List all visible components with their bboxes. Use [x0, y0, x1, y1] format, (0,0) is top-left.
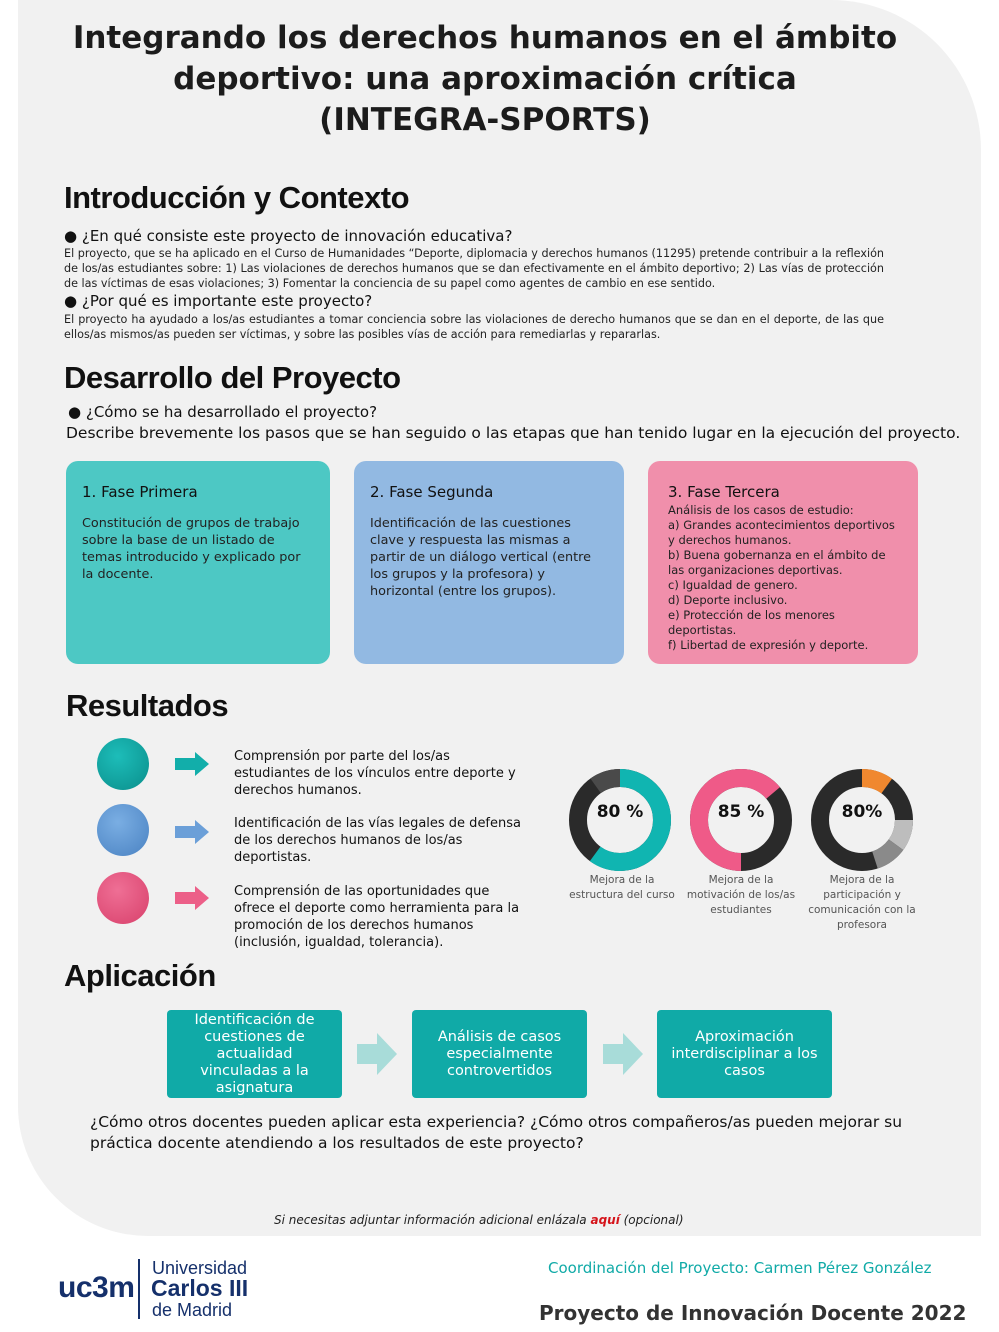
- application-step-3: Aproximación interdisciplinar a los casos: [657, 1010, 832, 1098]
- title-line-3: (INTEGRA-SPORTS): [319, 102, 651, 138]
- university-name-line-1: Universidad: [152, 1258, 248, 1278]
- phase-3-item: a) Grandes acontecimientos deportivos y derechos humanos.: [668, 518, 895, 547]
- phase-3-list: [668, 503, 904, 653]
- application-heading: Aplicación: [64, 958, 216, 993]
- phase-1-text: Constitución de grupos de trabajo sobre la base de un listado de temas introducido y explicado por la docente.: [82, 516, 301, 582]
- university-name-line-3: de Madrid: [152, 1300, 233, 1320]
- title-line-2: deportivo: una aproximación crítica: [173, 61, 797, 97]
- donut-3-label: 80%: [841, 802, 883, 822]
- project-program: Proyecto de Innovación Docente 2022: [539, 1301, 967, 1325]
- logo-divider: [138, 1259, 140, 1319]
- application-step-1: Identificación de cuestiones de actualidad vinculadas a la asignatura: [167, 1010, 342, 1098]
- development-description: Describe brevemente los pasos que se han seguido o las etapas que han tenido lugar en la ejecución del proyecto.: [66, 424, 961, 442]
- phase-3-title: 3. Fase Tercera: [668, 483, 780, 501]
- phase-card-1: [66, 461, 330, 664]
- result-2-circle-icon: [97, 804, 149, 856]
- application-closing-question: ¿Cómo otros docentes pueden aplicar esta experiencia? ¿Cómo otros compañeros/as pueden mejorar su práctica docente atendiendo a los resultados de este proyecto?: [90, 1113, 903, 1152]
- development-question: ● ¿Cómo se ha desarrollado el proyecto?: [68, 403, 378, 421]
- phase-3-item: d) Deporte inclusivo.: [668, 593, 788, 607]
- phase-card-2: [354, 461, 624, 664]
- note-link[interactable]: aquí: [590, 1213, 620, 1227]
- application-arrow-2-icon: [603, 1033, 643, 1075]
- result-1-circle-icon: [97, 738, 149, 790]
- university-name-line-2: Carlos III: [151, 1275, 249, 1301]
- donut-3-caption: Mejora de la participación y comunicación con la profesora: [808, 874, 916, 931]
- donut-2-caption: Mejora de la motivación de los/as estudiantes: [686, 874, 796, 916]
- results-heading: Resultados: [66, 688, 229, 723]
- intro-question-2: ● ¿Por qué es importante este proyecto?: [64, 292, 373, 310]
- uc3m-logo: uc3m: [58, 1271, 135, 1304]
- phase-3-item: e) Protección de los menores deportistas.: [668, 608, 835, 637]
- result-2-text: Identificación de las vías legales de defensa de los derechos humanos de los/as deportistas.: [234, 816, 521, 865]
- phase-2-title: 2. Fase Segunda: [370, 483, 494, 501]
- intro-paragraph-1: El proyecto, que se ha aplicado en el Curso de Humanidades “Deporte, diplomacia y derechos humanos (11295) pretende contribuir a la reflexión de los/as estudiantes sobre: 1) Las violaciones de derechos humanos que se dan efectivamente en el ámbito deportivo; 2) Las vías de protección de las víctimas de esas violaciones; 3) Fomentar la conciencia de su papel como agentes de cambio en ese sentido.: [64, 247, 884, 290]
- note-text: Si necesitas adjuntar información adicional enlázala: [274, 1213, 591, 1227]
- result-2-arrow-icon: [175, 820, 209, 844]
- phase-3-item: b) Buena gobernanza en el ámbito de las organizaciones deportivas.: [668, 548, 886, 577]
- project-coordination: Coordinación del Proyecto: Carmen Pérez González: [548, 1259, 932, 1277]
- title-line-1: Integrando los derechos humanos en el ámbito: [72, 20, 898, 56]
- phase-3-intro: Análisis de los casos de estudio:: [668, 503, 854, 517]
- intro-paragraph-2: El proyecto ha ayudado a los/as estudiantes a tomar conciencia sobre las violaciones de derecho humanos que se dan en el deporte, de las que ellos/as mismos/as pueden ser víctimas, y sobre las posibles vías de acción para remediarlas y repararlas.: [64, 313, 884, 341]
- phase-card-3: [648, 461, 918, 664]
- development-heading: Desarrollo del Proyecto: [64, 360, 401, 395]
- intro-heading: Introducción y Contexto: [64, 180, 409, 215]
- poster-title: [70, 18, 900, 141]
- phase-1-title: 1. Fase Primera: [82, 483, 198, 501]
- result-3-text: Comprensión de las oportunidades que ofrece el deporte como herramienta para la promoción de los derechos humanos (inclusión, igualdad, tolerancia).: [234, 884, 520, 950]
- donut-2-label: 85 %: [717, 802, 765, 822]
- result-3-circle-icon: [97, 872, 149, 924]
- application-step-2: Análisis de casos especialmente controvertidos: [412, 1010, 587, 1098]
- donut-1-caption: Mejora de la estructura del curso: [569, 874, 675, 901]
- phase-3-item: f) Libertad de expresión y deporte.: [668, 638, 869, 652]
- intro-question-1: ● ¿En qué consiste este proyecto de innovación educativa?: [64, 227, 513, 245]
- result-1-text: Comprensión por parte del los/as estudiantes de los vínculos entre deporte y derechos humanos.: [234, 749, 516, 798]
- phase-2-text: Identificación de las cuestiones clave y respuesta las mismas a partir de un diálogo vertical (entre los grupos y la profesora) y horizontal (entre los grupos).: [370, 516, 592, 599]
- result-1-arrow-icon: [175, 752, 209, 776]
- donut-1-label: 80 %: [596, 802, 644, 822]
- result-3-arrow-icon: [175, 886, 209, 910]
- note-suffix: (opcional): [619, 1213, 684, 1227]
- additional-info-note: [274, 1213, 684, 1227]
- phase-3-item: c) Igualdad de genero.: [668, 578, 798, 592]
- application-arrow-1-icon: [357, 1033, 397, 1075]
